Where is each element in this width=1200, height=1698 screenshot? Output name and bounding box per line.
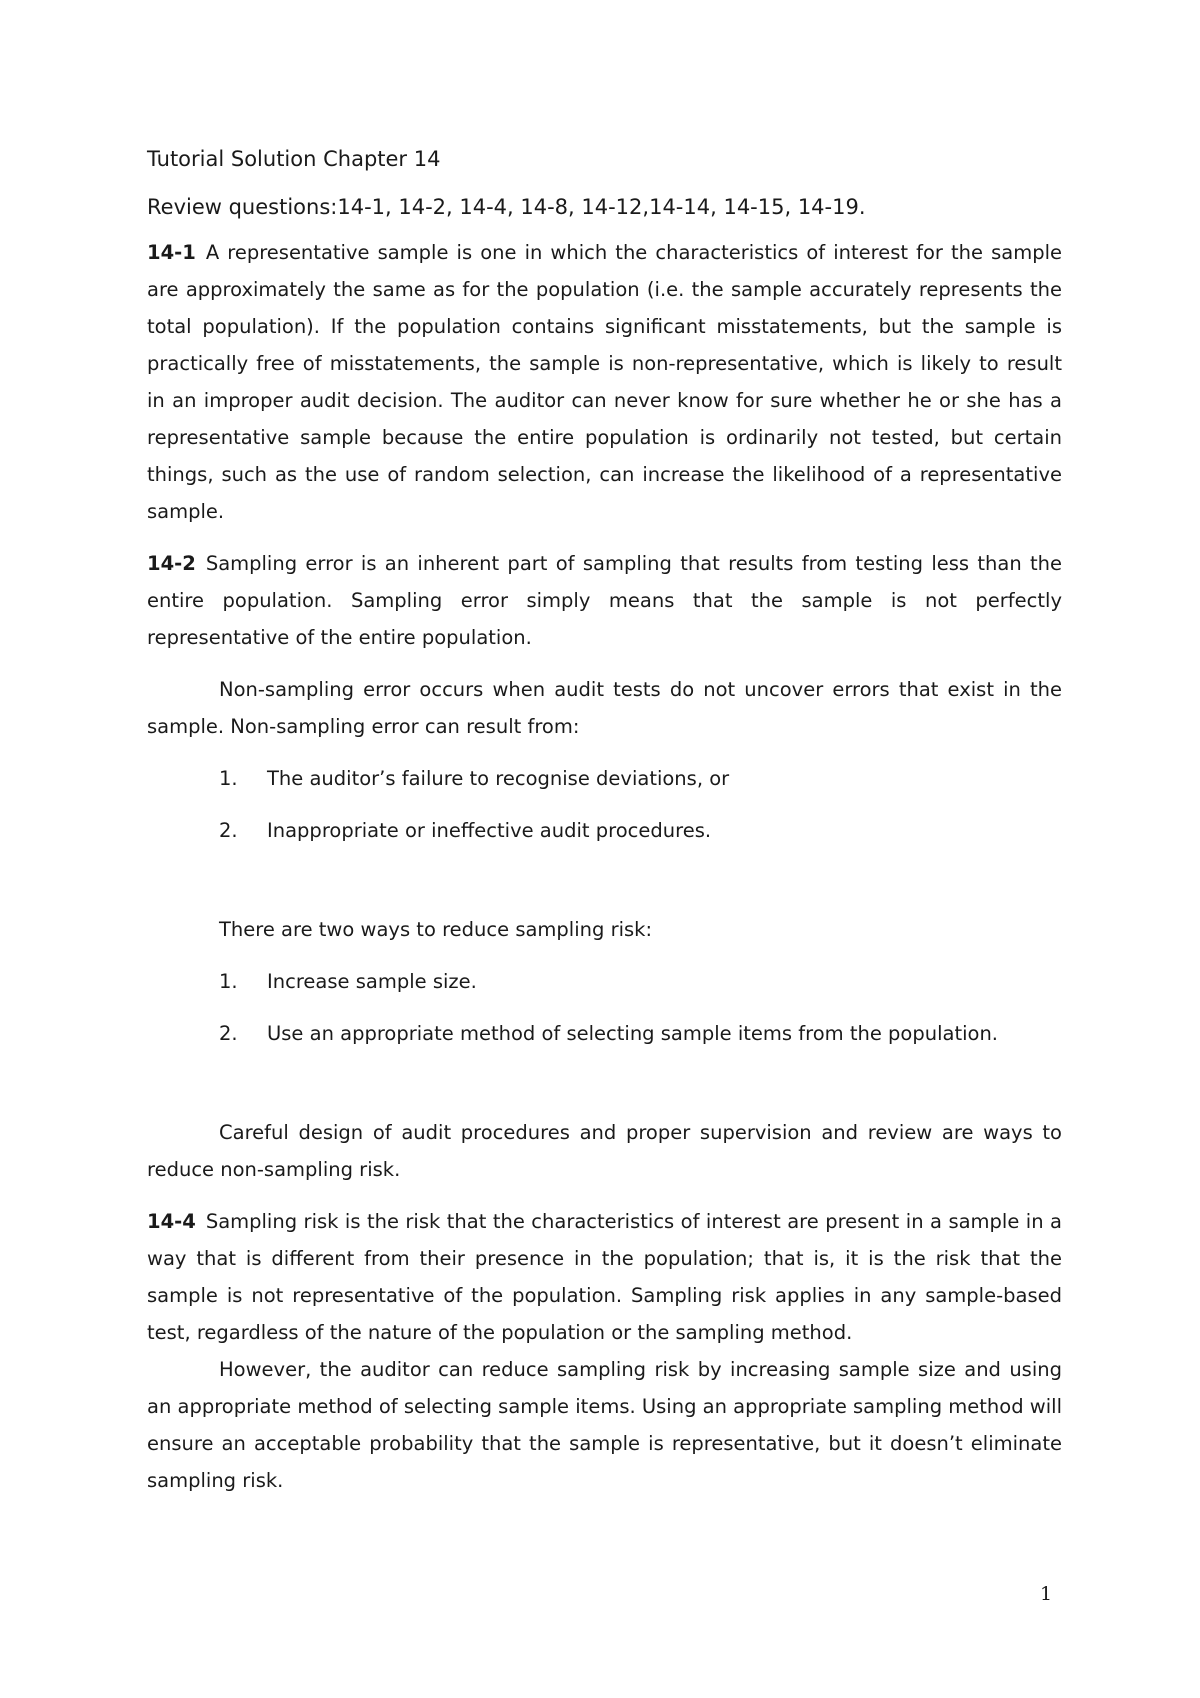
question-label: 14-1 xyxy=(147,241,196,264)
answer-14-4-continued: However, the auditor can reduce sampling risk by increasing sample size and using an appropriate method of selecting sample items. Using an appropriate sampling method will ensure an acceptable probability that the sample is representative, but it doesn’t eliminate sampling risk. xyxy=(147,1358,1062,1492)
answer-text: Sampling risk is the risk that the characteristics of interest are present in a sample in a way that is different from their presence in the population; that is, it is the risk that the sample is not representative of the population. Sampling risk applies in any sample-based test, regardless of the nature of the population or the sampling method. xyxy=(147,1210,1062,1344)
list-number: 2. xyxy=(219,1022,238,1045)
list-item xyxy=(147,1015,1062,1052)
list-item xyxy=(147,812,1062,849)
list-text: Inappropriate or ineffective audit procedures. xyxy=(267,819,712,842)
reduce-risk-list xyxy=(147,963,1062,1052)
answer-text: A representative sample is one in which the characteristics of interest for the sample are approximately the same as for the population (i.e. the sample accurately represents the total population). If the population contains significant misstatements, but the sample is practically free of misstatements, the sample is non-representative, which is likely to result in an improper audit decision. The auditor can never know for sure whether he or she has a representative sample because the entire population is ordinarily not tested, but certain things, such as the use of random selection, can increase the likelihood of a representative sample. xyxy=(147,241,1062,523)
non-sampling-list xyxy=(147,760,1062,849)
page-number: 1 xyxy=(1040,1583,1053,1605)
answer-14-2 xyxy=(147,545,1062,656)
document-body xyxy=(147,142,1062,1514)
careful-design-paragraph: Careful design of audit procedures and proper supervision and review are ways to reduce non-sampling risk. xyxy=(147,1121,1062,1181)
reduce-risk-intro: There are two ways to reduce sampling risk: xyxy=(219,918,653,941)
question-label: 14-2 xyxy=(147,552,196,575)
list-number: 2. xyxy=(219,819,238,842)
spacer xyxy=(147,864,1062,911)
question-label: 14-4 xyxy=(147,1210,196,1233)
document-title: Tutorial Solution Chapter 14 xyxy=(147,147,441,171)
answer-14-1 xyxy=(147,234,1062,530)
list-text: Increase sample size. xyxy=(267,970,477,993)
list-item xyxy=(147,760,1062,797)
list-number: 1. xyxy=(219,970,238,993)
review-questions: Review questions:14-1, 14-2, 14-4, 14-8, 14-12,14-14, 14-15, 14-19. xyxy=(147,195,866,219)
answer-14-4 xyxy=(147,1203,1062,1351)
spacer xyxy=(147,1067,1062,1114)
non-sampling-intro: Non-sampling error occurs when audit tests do not uncover errors that exist in the sample. Non-sampling error can result from: xyxy=(147,678,1062,738)
list-text: Use an appropriate method of selecting sample items from the population. xyxy=(267,1022,999,1045)
answer-text: Sampling error is an inherent part of sampling that results from testing less than the entire population. Sampling error simply means that the sample is not perfectly representative of the entire population. xyxy=(147,552,1062,649)
list-item xyxy=(147,963,1062,1000)
list-text: The auditor’s failure to recognise deviations, or xyxy=(267,767,730,790)
list-number: 1. xyxy=(219,767,238,790)
